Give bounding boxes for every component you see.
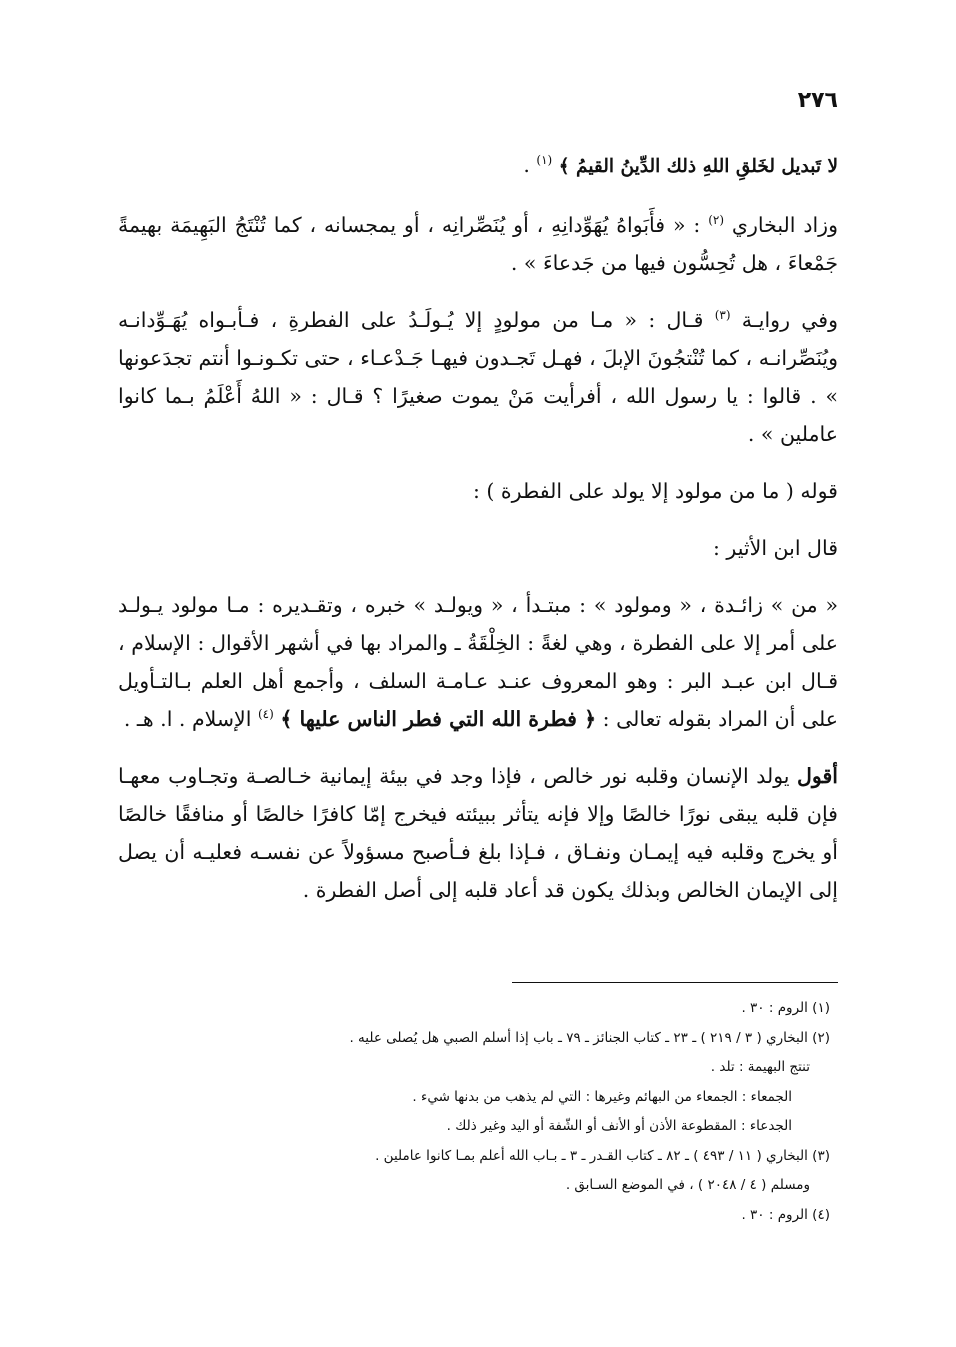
aqulu-lead: أقول bbox=[797, 764, 838, 788]
page-number: ٢٧٦ bbox=[797, 88, 838, 113]
paragraph-rest: يولد الإنسان وقلبه نور خالص ، فإذا وجد في بيئة إيمانية خـالصـة وتجـاوب معهـا فإن قلبه يبقى نورًا خالصًا وإلا فإنه يتأثر ببيئته فيخرج إمّا كافرًا خالصًا أو منافقًا خالصًا أو يخرج وقلبه فيه إيمـان ونفـاق ، فـإذا بلغ فـأصبح مسؤولاً عن نفسـه فعليـه أن يصل إلى الإيمان الخالص وبذلك يكون قد أعاد قلبه إلى أصل الفطرة . bbox=[118, 764, 838, 902]
footnote-3-muslim: ومسلم ( ٤ / ٢٠٤٨ ) ، في الموضع السـابق . bbox=[565, 1177, 810, 1193]
paragraph-ibn-athir: قال ابن الأثير : bbox=[713, 536, 838, 560]
main-text bbox=[118, 146, 838, 928]
paragraph-bukhari-addition bbox=[118, 206, 838, 282]
footnote-2: (٢) البخاري ( ٣ / ٢١٩ ) ـ ٢٣ ـ كتاب الجنائز ـ ٧٩ ـ باب إذا أسلم الصبي هل يُصلى عليه . bbox=[349, 1029, 830, 1046]
paragraph-rest: : « فأَبَواهُ يُهَوِّدانِهِ ، أو يُنَصِّرانِه ، أو يمجسانه ، كما تُنْتَجُ البَهِيمَة بهيمةً جَمْعاءَ ، هل تُحِسُّون فيها من جَدعاءَ » . bbox=[118, 213, 838, 275]
footnote-2-gloss-tuntaj: تنتج البهيمة : تلد . bbox=[710, 1059, 810, 1075]
verse-text: لا تَبديل لخَلقِ اللهِ ذلك الدِّينُ القيمُ ﴾ bbox=[558, 156, 838, 177]
footnote-ref-1: (١) bbox=[536, 153, 553, 168]
paragraph-start: وفي روايـة bbox=[730, 308, 838, 332]
paragraph-rest: قـال : « مـا من مولودٍ إلا يُـولَـدُ على الفطرةِ ، فـأبـواه يُهَـوِّدانـه ويُنَصِّرانـه ، كما تُنْتجُونَ الإبلَ ، فهـل تَجـدون فيهـا جَـدْعـاء ، حتى تكـونـوا أنتم تجدَعونها » . قالوا : يا رسول الله ، أفرأيت مَنْ يموت صغيرًا ؟ قـال : « اللهُ أَعْلَمُ بـما كانوا عاملين » . bbox=[118, 308, 839, 446]
footnotes bbox=[120, 994, 830, 1230]
verse-end: . bbox=[523, 153, 530, 177]
footnote-1: (١) الروم : ٣٠ . bbox=[741, 1000, 830, 1016]
paragraph-text: « من » زائـدة ، « ومولود » : مبتـدأ ، « ويولـد » خبره ، وتقـديره : مـا مولود يـولـد على أمر إلا على الفطرة ، وهي لغةً : الخِلْقَةُ ـ والمراد بها في أشهر الأقوال : الإسلام ، قـال ابن عبـد البر : وهو المعروف عنـد عـامـة السلف ، وأجمع أهل العلم بـالتـأويل على أن المراد بقوله تعالى : bbox=[118, 593, 838, 731]
paragraph-riwaya bbox=[118, 301, 838, 453]
verse-quote: ﴿ فطرة الله التي فطر الناس عليها ﴾ bbox=[280, 707, 597, 731]
footnote-2-gloss-jamaa: الجمعاء : الجمعاء من البهائم وغيرها : التي لم يذهب من بدنها شيء . bbox=[412, 1088, 792, 1105]
paragraph-explanation bbox=[118, 586, 838, 738]
paragraph-end: الإسلام . ا. هـ . bbox=[123, 707, 258, 731]
footnote-3: (٣) البخاري ( ١١ / ٤٩٣ ) ـ ٨٢ ـ كتاب القـدر ـ ٣ ـ بـاب الله أعلم بمـا كانوا عاملين . bbox=[375, 1147, 830, 1164]
footnote-ref-4: (٤) bbox=[257, 707, 274, 722]
footnote-4: (٤) الروم : ٣٠ . bbox=[741, 1206, 830, 1223]
paragraph-qawluhu: قوله ( ما من مولود إلا يولد على الفطرة ) : bbox=[472, 479, 838, 503]
footnote-ref-2: (٢) bbox=[708, 213, 725, 228]
footnote-divider bbox=[512, 982, 838, 983]
paragraph-start: وزاد البخاري bbox=[724, 213, 838, 237]
footnote-ref-3: (٣) bbox=[714, 308, 731, 323]
paragraph-aqulu bbox=[118, 757, 838, 909]
quran-verse-continuation bbox=[118, 146, 838, 186]
footnote-2-gloss-jadaa: الجدعاء : المقطوعة الأذن أو الأنف أو الشّفة أو اليد وغير ذلك . bbox=[446, 1118, 792, 1134]
